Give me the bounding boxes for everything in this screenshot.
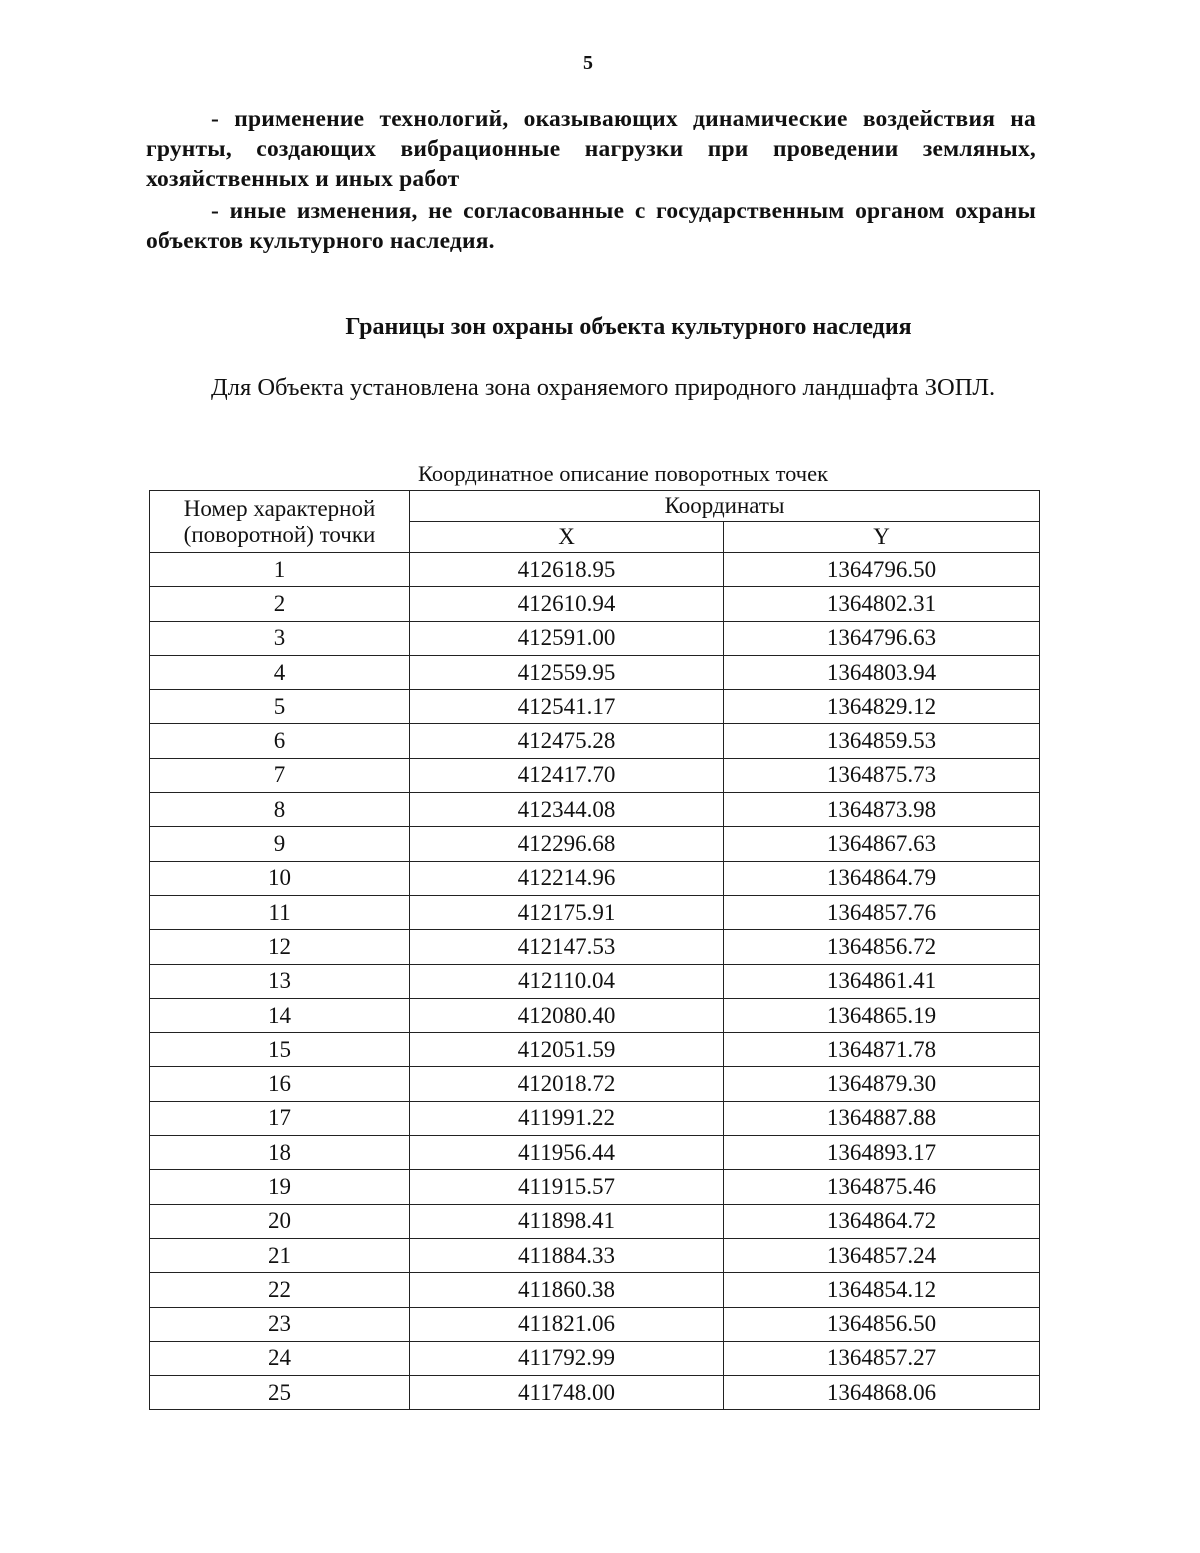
x-cell: 411860.38 (410, 1273, 724, 1307)
table-row (150, 998, 1040, 1032)
x-cell: 412214.96 (410, 861, 724, 895)
y-cell: 1364796.50 (724, 553, 1040, 587)
table-row (150, 1170, 1040, 1204)
y-cell: 1364867.63 (724, 827, 1040, 861)
table-row (150, 1307, 1040, 1341)
y-cell: 1364873.98 (724, 793, 1040, 827)
x-cell: 412018.72 (410, 1067, 724, 1101)
table-row (150, 793, 1040, 827)
header-coordinates: Координаты (410, 491, 1040, 522)
x-cell: 411991.22 (410, 1101, 724, 1135)
header-point-line2: (поворотной) точки (183, 521, 376, 547)
header-x: X (410, 522, 724, 553)
table-row (150, 1204, 1040, 1238)
header-point-number (150, 491, 410, 553)
point-number-cell: 20 (150, 1204, 410, 1238)
x-cell: 412610.94 (410, 587, 724, 621)
coordinates-table (149, 490, 1040, 1410)
point-number-cell: 19 (150, 1170, 410, 1204)
x-cell: 412175.91 (410, 895, 724, 929)
point-number-cell: 6 (150, 724, 410, 758)
point-number-cell: 12 (150, 930, 410, 964)
point-number-cell: 1 (150, 553, 410, 587)
point-number-cell: 18 (150, 1136, 410, 1170)
x-cell: 412591.00 (410, 621, 724, 655)
y-cell: 1364829.12 (724, 690, 1040, 724)
table-row (150, 655, 1040, 689)
x-cell: 411956.44 (410, 1136, 724, 1170)
point-number-cell: 23 (150, 1307, 410, 1341)
table-caption: Координатное описание поворотных точек (417, 461, 829, 486)
table-row (150, 1101, 1040, 1135)
y-cell: 1364854.12 (724, 1273, 1040, 1307)
point-number-cell: 21 (150, 1238, 410, 1272)
y-cell: 1364856.72 (724, 930, 1040, 964)
coordinates-rows (150, 553, 1040, 1410)
table-row (150, 1341, 1040, 1375)
y-cell: 1364861.41 (724, 964, 1040, 998)
x-cell: 412080.40 (410, 998, 724, 1032)
point-number-cell: 16 (150, 1067, 410, 1101)
table-row (150, 724, 1040, 758)
y-cell: 1364868.06 (724, 1376, 1040, 1410)
x-cell: 411821.06 (410, 1307, 724, 1341)
x-cell: 412296.68 (410, 827, 724, 861)
x-cell: 412541.17 (410, 690, 724, 724)
bullet-dynamic-impact: - применение технологий, оказывающих динамические воздействия на грунты, создающих вибрационные нагрузки при проведении земляных, хозяйственных и иных работ (146, 106, 1036, 192)
y-cell: 1364864.79 (724, 861, 1040, 895)
x-cell: 412417.70 (410, 758, 724, 792)
zone-description: Для Объекта установлена зона охраняемого природного ландшафта ЗОПЛ. (211, 374, 996, 401)
table-row (150, 587, 1040, 621)
x-cell: 412110.04 (410, 964, 724, 998)
y-cell: 1364857.24 (724, 1238, 1040, 1272)
point-number-cell: 4 (150, 655, 410, 689)
header-point-line1: Номер характерной (183, 495, 376, 521)
table-row (150, 827, 1040, 861)
x-cell: 412051.59 (410, 1033, 724, 1067)
point-number-cell: 17 (150, 1101, 410, 1135)
y-cell: 1364857.27 (724, 1341, 1040, 1375)
y-cell: 1364803.94 (724, 655, 1040, 689)
x-cell: 412147.53 (410, 930, 724, 964)
y-cell: 1364802.31 (724, 587, 1040, 621)
table-row (150, 861, 1040, 895)
point-number-cell: 8 (150, 793, 410, 827)
y-cell: 1364875.73 (724, 758, 1040, 792)
table-row (150, 758, 1040, 792)
point-number-cell: 25 (150, 1376, 410, 1410)
y-cell: 1364879.30 (724, 1067, 1040, 1101)
x-cell: 412344.08 (410, 793, 724, 827)
point-number-cell: 2 (150, 587, 410, 621)
header-y: Y (724, 522, 1040, 553)
y-cell: 1364859.53 (724, 724, 1040, 758)
x-cell: 411748.00 (410, 1376, 724, 1410)
x-cell: 412618.95 (410, 553, 724, 587)
y-cell: 1364857.76 (724, 895, 1040, 929)
table-row (150, 1238, 1040, 1272)
table-row (150, 1067, 1040, 1101)
table-row (150, 930, 1040, 964)
bullet-other-changes: - иные изменения, не согласованные с государственным органом охраны объектов культурного наследия. (146, 198, 1036, 254)
point-number-cell: 3 (150, 621, 410, 655)
section-heading: Границы зон охраны объекта культурного наследия (345, 314, 912, 340)
y-cell: 1364864.72 (724, 1204, 1040, 1238)
x-cell: 411884.33 (410, 1238, 724, 1272)
point-number-cell: 10 (150, 861, 410, 895)
page-number: 5 (583, 52, 593, 74)
x-cell: 411915.57 (410, 1170, 724, 1204)
y-cell: 1364796.63 (724, 621, 1040, 655)
y-cell: 1364875.46 (724, 1170, 1040, 1204)
point-number-cell: 11 (150, 895, 410, 929)
x-cell: 412559.95 (410, 655, 724, 689)
table-row (150, 621, 1040, 655)
point-number-cell: 9 (150, 827, 410, 861)
table-row (150, 1273, 1040, 1307)
y-cell: 1364871.78 (724, 1033, 1040, 1067)
x-cell: 412475.28 (410, 724, 724, 758)
table-row (150, 895, 1040, 929)
point-number-cell: 7 (150, 758, 410, 792)
x-cell: 411898.41 (410, 1204, 724, 1238)
table-row (150, 1033, 1040, 1067)
y-cell: 1364856.50 (724, 1307, 1040, 1341)
table-row (150, 1376, 1040, 1410)
point-number-cell: 24 (150, 1341, 410, 1375)
table-row (150, 964, 1040, 998)
table-row (150, 690, 1040, 724)
table-row (150, 1136, 1040, 1170)
y-cell: 1364893.17 (724, 1136, 1040, 1170)
point-number-cell: 15 (150, 1033, 410, 1067)
x-cell: 411792.99 (410, 1341, 724, 1375)
point-number-cell: 14 (150, 998, 410, 1032)
point-number-cell: 5 (150, 690, 410, 724)
table-row (150, 553, 1040, 587)
point-number-cell: 13 (150, 964, 410, 998)
point-number-cell: 22 (150, 1273, 410, 1307)
y-cell: 1364887.88 (724, 1101, 1040, 1135)
y-cell: 1364865.19 (724, 998, 1040, 1032)
